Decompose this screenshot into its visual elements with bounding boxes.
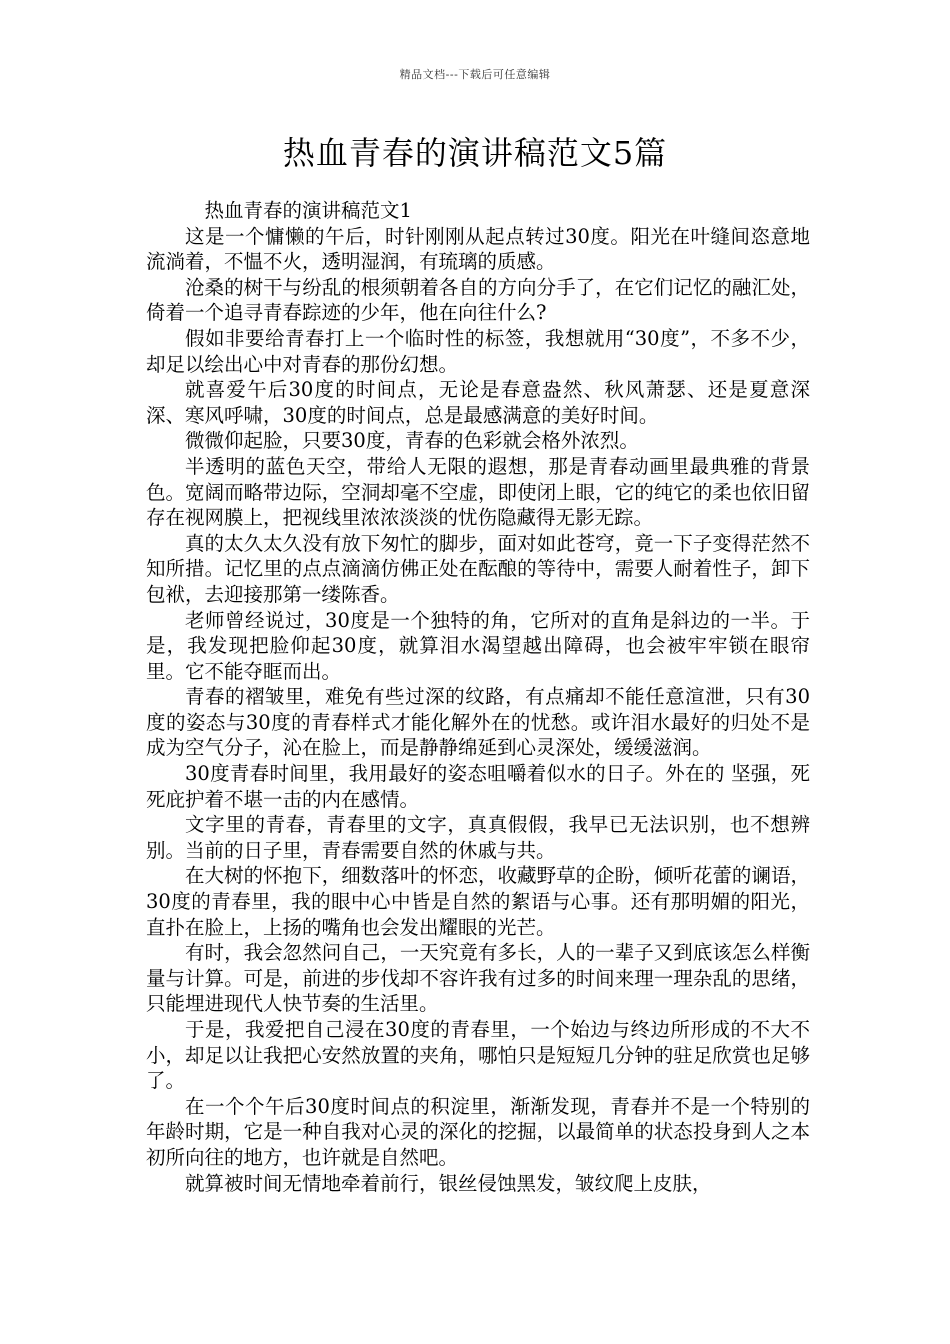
paragraph-9: 青春的褶皱里，难免有些过深的纹路，有点痛却不能任意渲泄，只有30度的姿态与30度的青春样式才能化解外在的忧愁。或许泪水最好的归处不是成为空气分子，沁在脸上，而是静静绵延到心灵深处，缓缓滋润。 xyxy=(146,685,810,760)
paragraph-13: 有时，我会忽然问自己，一天究竟有多长，人的一辈子又到底该怎么样衡量与计算。可是，前进的步伐却不容许我有过多的时间来理一理杂乱的思绪，只能埋进现代人快节奏的生活里。 xyxy=(146,941,810,1016)
paragraph-14: 于是，我爱把自己浸在30度的青春里，一个始边与终边所形成的不大不小，却足以让我把心安然放置的夹角，哪怕只是短短几分钟的驻足欣赏也足够了。 xyxy=(146,1018,810,1093)
paragraph-7: 真的太久太久没有放下匆忙的脚步，面对如此苍穹，竟一下子变得茫然不知所措。记忆里的点点滴滴仿佛正处在酝酿的等待中，需要人耐着性子，卸下包袱，去迎接那第一缕陈香。 xyxy=(146,531,810,606)
paragraph-4: 就喜爱午后30度的时间点，无论是春意盎然、秋风萧瑟、还是夏意深深、寒风呼啸，30度的时间点，总是最感满意的美好时间。 xyxy=(146,378,810,427)
paragraph-10: 30度青春时间里，我用最好的姿态咀嚼着似水的日子。外在的 坚强，死死庇护着不堪一击的内在感情。 xyxy=(146,762,810,811)
paragraph-2: 沧桑的树干与纷乱的根须朝着各自的方向分手了，在它们记忆的融汇处，倚着一个追寻青春踪迹的少年，他在向往什么? xyxy=(146,275,810,325)
header-note: 精品文档---下载后可任意编辑 xyxy=(399,68,551,81)
paragraph-11: 文字里的青春，青春里的文字，真真假假，我早已无法识别，也不想辨别。当前的日子里，青春需要自然的休戚与共。 xyxy=(146,813,810,862)
paragraph-15: 在一个个午后30度时间点的积淀里，渐渐发现，青春并不是一个特别的年龄时期，它是一种自我对心灵的深化的挖掘，以最简单的状态投身到人之本初所向往的地方，也许就是自然吧。 xyxy=(146,1094,810,1169)
document-body xyxy=(146,198,810,1196)
section-subheading: 热血青春的演讲稿范文1 xyxy=(204,199,412,222)
paragraph-6: 半透明的蓝色天空，带给人无限的遐想，那是青春动画里最典雅的背景色。宽阔而略带边际，空洞却毫不空虚，即使闭上眼，它的纯它的柔也依旧留存在视网膜上，把视线里浓浓淡淡的忧伤隐藏得无影无踪。 xyxy=(146,454,810,530)
paragraph-8: 老师曾经说过，30度是一个独特的角，它所对的直角是斜边的一半。于是，我发现把脸仰起30度，就算泪水渴望越出障碍，也会被牢牢锁在眼帘里。它不能夺眶而出。 xyxy=(146,608,810,683)
paragraph-12: 在大树的怀抱下，细数落叶的怀恋，收藏野草的企盼，倾听花蕾的谰语，30度的青春里，我的眼中心中皆是自然的絮语与心事。还有那明媚的阳光，直扑在脸上，上扬的嘴角也会发出耀眼的光芒。 xyxy=(146,864,810,939)
document-title: 热血青春的演讲稿范文5篇 xyxy=(282,134,668,172)
paragraph-5: 微微仰起脸，只要30度，青春的色彩就会格外浓烈。 xyxy=(185,429,639,453)
paragraph-16: 就算被时间无情地牵着前行，银丝侵蚀黑发，皱纹爬上皮肤， xyxy=(185,1171,712,1195)
paragraph-3: 假如非要给青春打上一个临时性的标签，我想就用“30度”，不多不少，却足以绘出心中对青春的那份幻想。 xyxy=(146,326,810,376)
paragraph-1: 这是一个慵懒的午后，时针刚刚从起点转过30度。阳光在叶缝间恣意地流淌着，不愠不火，透明湿润，有琉璃的质感。 xyxy=(146,224,810,274)
